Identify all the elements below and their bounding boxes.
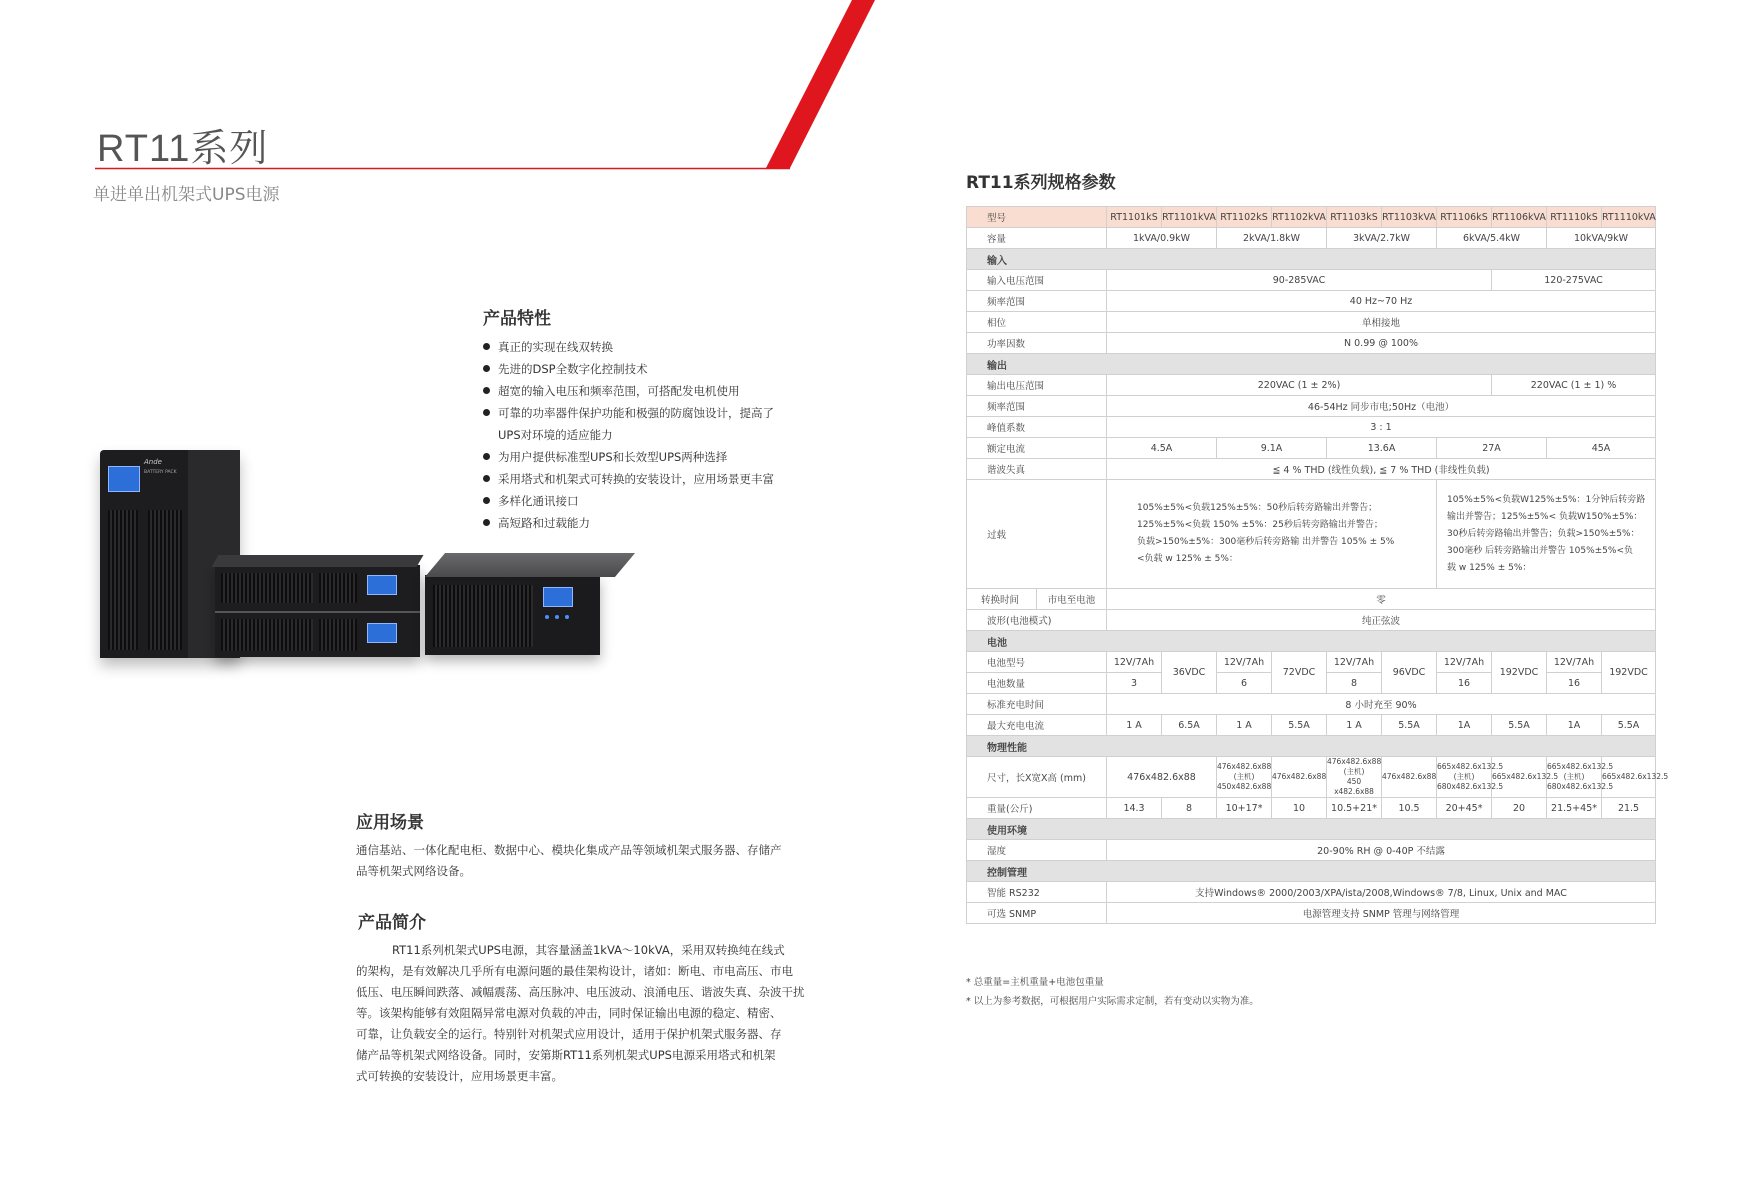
section-row [967, 819, 1656, 840]
brand-logo: Ande [144, 458, 162, 466]
row-label: 输入电压范围 [967, 270, 1107, 291]
table-cell: 电源管理支持 SNMP 管理与网络管理 [1107, 903, 1656, 924]
row-label: 谐波失真 [967, 459, 1107, 480]
row-sublabel: 市电至电池 [1037, 589, 1107, 610]
feature-item: 多样化通讯接口 [483, 490, 774, 512]
status-led [565, 615, 569, 619]
note-line: * 总重量=主机重量+电池包重量 [966, 977, 1104, 988]
table-cell: 纯正弦波 [1107, 610, 1656, 631]
section-label: 电池 [967, 631, 1656, 652]
front-grille [433, 585, 533, 647]
table-cell: 476x482.6x88 [1272, 757, 1327, 798]
bullet-icon [483, 365, 490, 372]
bullet-icon [483, 343, 490, 350]
row-label: 额定电流 [967, 438, 1107, 459]
table-cell: 零 [1107, 589, 1656, 610]
table-cell: 9.1A [1217, 438, 1327, 459]
table-cell: N 0.99 @ 100% [1107, 333, 1656, 354]
feature-item: 先进的DSP全数字化控制技术 [483, 358, 774, 380]
section-row [967, 354, 1656, 375]
table-cell: 12V/7Ah [1107, 652, 1162, 673]
table-cell: 36VDC [1162, 652, 1217, 694]
row-label: 尺寸，长X宽X高 (mm) [967, 757, 1107, 798]
table-cell: ≦ 4 % THD (线性负载), ≦ 7 % THD (非线性负载) [1107, 459, 1656, 480]
model-cell: RT1110kS [1547, 207, 1602, 228]
row-label: 智能 RS232 [967, 882, 1107, 903]
table-cell: 5.5A [1382, 715, 1437, 736]
table-row [967, 903, 1656, 924]
row-label: 电池型号 [967, 652, 1107, 673]
table-cell: 20+45* [1437, 798, 1492, 819]
row-label: 相位 [967, 312, 1107, 333]
bullet-icon [483, 387, 490, 394]
section-row [967, 861, 1656, 882]
row-label: 重量(公斤) [967, 798, 1107, 819]
section-label: 使用环境 [967, 819, 1656, 840]
product-image [85, 450, 655, 700]
status-led [555, 615, 559, 619]
front-grille [319, 573, 357, 603]
intro-heading: 产品简介 [358, 913, 426, 933]
table-row [967, 270, 1656, 291]
table-row [967, 228, 1656, 249]
table-cell: 10kVA/9kW [1547, 228, 1656, 249]
front-grille [221, 619, 313, 651]
table-row [967, 207, 1656, 228]
table-cell: 6kVA/5.4kW [1437, 228, 1547, 249]
front-grille [221, 573, 313, 603]
spec-notes [966, 973, 1259, 1011]
table-cell: 220VAC (1 ± 2%) [1107, 375, 1492, 396]
front-grille [108, 510, 138, 650]
model-cell: RT1101kVA [1162, 207, 1217, 228]
row-label: 频率范围 [967, 396, 1107, 417]
table-row [967, 694, 1656, 715]
table-cell: 665x482.6x132.5 (主机) 680x482.6x132.5 [1437, 757, 1492, 798]
table-cell: 192VDC [1492, 652, 1547, 694]
table-cell: 220VAC (1 ± 1) % [1492, 375, 1656, 396]
feature-item: 可靠的功率器件保护功能和极强的防腐蚀设计，提高了 [483, 402, 774, 424]
table-cell: 6 [1217, 673, 1272, 694]
table-cell: 476x482.6x88 (主机) 450x482.6x88 [1217, 757, 1272, 798]
row-label: 峰值系数 [967, 417, 1107, 438]
rack-top [425, 553, 635, 577]
table-cell: 10+17* [1217, 798, 1272, 819]
table-cell: 16 [1547, 673, 1602, 694]
table-cell: 5.5A [1602, 715, 1656, 736]
table-row [967, 652, 1656, 673]
rack-ups-large [425, 575, 600, 655]
table-row [967, 291, 1656, 312]
table-row [967, 840, 1656, 861]
table-cell: 5.5A [1492, 715, 1547, 736]
table-cell: 16 [1437, 673, 1492, 694]
table-cell: 8 [1162, 798, 1217, 819]
table-cell: 476x482.6x88 (主机) 450 x482.6x88 [1327, 757, 1382, 796]
model-cell: RT1106kVA [1492, 207, 1547, 228]
table-cell: 4.5A [1107, 438, 1217, 459]
section-label: 控制管理 [967, 861, 1656, 882]
table-cell: 1A [1437, 715, 1492, 736]
table-row [967, 459, 1656, 480]
feature-item: 高短路和过载能力 [483, 512, 774, 534]
row-label: 输出电压范围 [967, 375, 1107, 396]
front-grille [319, 619, 357, 651]
table-row [967, 333, 1656, 354]
table-cell: 12V/7Ah [1547, 652, 1602, 673]
row-label: 可选 SNMP [967, 903, 1107, 924]
table-cell: 10 [1272, 798, 1327, 819]
row-label: 容量 [967, 228, 1107, 249]
row-label: 过载 [967, 480, 1107, 589]
table-cell: 90-285VAC [1107, 270, 1492, 291]
page-title: RT11系列 [97, 128, 269, 170]
model-cell: RT1102kS [1217, 207, 1272, 228]
table-cell: 120-275VAC [1492, 270, 1656, 291]
table-cell: 10.5 [1382, 798, 1437, 819]
table-row [967, 438, 1656, 459]
feature-item: 真正的实现在线双转换 [483, 336, 774, 358]
table-cell: 1 A [1327, 715, 1382, 736]
table-cell: 3 : 1 [1107, 417, 1656, 438]
overload-cell: 105%±5%<负载W125%±5%：1分钟后转旁路 输出并警告；125%±5%< 负载W150%±5%： 30秒后转旁路输出并警告；负载>150%±5%： 300毫秒 后转旁路输出并警告 105%±5%<负 载 w 125% ± 5%： [1437, 480, 1656, 589]
table-cell: 665x482.6x132.5 [1602, 757, 1656, 798]
section-label: 输出 [967, 354, 1656, 375]
table-cell: 1 A [1107, 715, 1162, 736]
feature-item: 为用户提供标准型UPS和长效型UPS两种选择 [483, 446, 774, 468]
table-row [967, 312, 1656, 333]
table-cell: 单相接地 [1107, 312, 1656, 333]
row-label: 标准充电时间 [967, 694, 1107, 715]
table-cell: 12V/7Ah [1437, 652, 1492, 673]
status-led [545, 615, 549, 619]
table-row [967, 715, 1656, 736]
row-label: 波形(电池模式) [967, 610, 1107, 631]
rack-divider [215, 611, 420, 613]
table-cell: 192VDC [1602, 652, 1656, 694]
table-cell: 6.5A [1162, 715, 1217, 736]
model-cell: RT1101kS [1107, 207, 1162, 228]
table-cell: 476x482.6x88 [1382, 757, 1437, 798]
table-cell: 96VDC [1382, 652, 1437, 694]
row-label: 转换时间 [967, 589, 1037, 610]
lcd-screen-icon [543, 587, 573, 607]
row-label: 湿度 [967, 840, 1107, 861]
table-cell: 12V/7Ah [1217, 652, 1272, 673]
model-cell: RT1106kS [1437, 207, 1492, 228]
page-subtitle: 单进单出机架式UPS电源 [93, 185, 280, 205]
spec-title: RT11系列规格参数 [966, 173, 1116, 193]
table-cell: 3 [1107, 673, 1162, 694]
table-cell: 12V/7Ah [1327, 652, 1382, 673]
table-row [967, 757, 1656, 798]
application-text: 通信基站、一体化配电柜、数据中心、模块化集成产品等领域机架式服务器、存储产 品等机架式网络设备。 [356, 843, 782, 878]
intro-text: RT11系列机架式UPS电源，其容量涵盖1kVA～10kVA，采用双转换纯在线式 的架构，是有效解决几乎所有电源问题的最佳架构设计，诸如：断电、市电高压、市电 低压、电压瞬间跌落、减幅震荡、高压脉冲、电压波动、浪涌电压、谐波失真、杂波干扰 等。该架构能够有效阻隔异常电源对负载的冲击，同时保证输出电源的稳定、精密、 可靠，让负载安全的运行。特别针对机架式应用设计，适用于保护机架式服务器、存 储产品等机架式网络设备。同时，安第斯RT11系列机架式UPS电源采用塔式和机架 式可转换的安装设计，应用场景更丰富。 [356, 943, 805, 1083]
table-cell: 3kVA/2.7kW [1327, 228, 1437, 249]
table-cell: 72VDC [1272, 652, 1327, 694]
row-label: 电池数量 [967, 673, 1107, 694]
table-cell: 8 小时充至 90% [1107, 694, 1656, 715]
table-cell: 20 [1492, 798, 1547, 819]
lcd-screen-icon [367, 575, 397, 595]
overload-cell: 105%±5%<负载125%±5%：50秒后转旁路输出并警告； 125%±5%<负载 150% ±5%：25秒后转旁路输出并警告； 负载>150%±5%：300毫秒后转旁路输 出并警告 105% ± 5% <负载 w 125% ± 5%： [1107, 480, 1437, 589]
table-cell: 46-54Hz 同步市电;50Hz（电池） [1107, 396, 1656, 417]
section-row [967, 631, 1656, 652]
features-heading: 产品特性 [483, 309, 551, 329]
spec-table [966, 206, 1669, 924]
application-heading: 应用场景 [356, 813, 424, 833]
table-cell: 13.6A [1327, 438, 1437, 459]
section-label: 输入 [967, 249, 1656, 270]
lcd-screen-icon [108, 466, 140, 492]
section-row [967, 736, 1656, 757]
table-cell: 14.3 [1107, 798, 1162, 819]
table-cell: 21.5 [1602, 798, 1656, 819]
model-cell: RT1102kVA [1272, 207, 1327, 228]
section-row [967, 249, 1656, 270]
table-row [967, 417, 1656, 438]
table-cell: 21.5+45* [1547, 798, 1602, 819]
model-cell: RT1103kVA [1382, 207, 1437, 228]
row-label: 频率范围 [967, 291, 1107, 312]
table-cell: 45A [1547, 438, 1656, 459]
table-cell: 1kVA/0.9kW [1107, 228, 1217, 249]
model-cell: RT1110kVA [1602, 207, 1656, 228]
table-cell: 8 [1327, 673, 1382, 694]
model-label: 型号 [967, 207, 1107, 228]
table-cell: 5.5A [1272, 715, 1327, 736]
table-cell: 1A [1547, 715, 1602, 736]
table-cell: 665x482.6x132.5 (主机) 680x482.6x132.5 [1547, 757, 1602, 798]
feature-item: 超宽的输入电压和频率范围，可搭配发电机使用 [483, 380, 774, 402]
table-cell: 1 A [1217, 715, 1272, 736]
table-row [967, 396, 1656, 417]
battery-pack-label: BATTERY PACK [144, 470, 177, 475]
feature-item-continued: UPS对环境的适应能力 [498, 428, 613, 442]
table-cell: 665x482.6x132.5 [1492, 757, 1547, 798]
table-row [967, 375, 1656, 396]
note-line: * 以上为参考数据，可根据用户实际需求定制，若有变动以实物为准。 [966, 996, 1259, 1007]
table-cell: 40 Hz~70 Hz [1107, 291, 1656, 312]
table-cell: 支持Windows® 2000/2003/XPA/ista/2008,Windows® 7/8, Linux, Unix and MAC [1107, 882, 1656, 903]
row-label: 最大充电电流 [967, 715, 1107, 736]
rack-ups-stack [215, 565, 420, 657]
rack-top [212, 555, 424, 567]
model-cell: RT1103kS [1327, 207, 1382, 228]
feature-item: 采用塔式和机架式可转换的安装设计，应用场景更丰富 [483, 468, 774, 490]
table-row [967, 798, 1656, 819]
table-row [967, 480, 1656, 589]
table-row [967, 589, 1656, 610]
table-row [967, 610, 1656, 631]
table-cell: 2kVA/1.8kW [1217, 228, 1327, 249]
bullet-icon [483, 409, 490, 416]
row-label: 功率因数 [967, 333, 1107, 354]
front-grille [148, 510, 182, 650]
lcd-screen-icon [367, 623, 397, 643]
table-cell: 476x482.6x88 [1107, 757, 1217, 798]
table-cell: 27A [1437, 438, 1547, 459]
section-label: 物理性能 [967, 736, 1656, 757]
table-cell: 20-90% RH @ 0-40P 不结露 [1107, 840, 1656, 861]
table-row [967, 882, 1656, 903]
table-cell: 10.5+21* [1327, 798, 1382, 819]
